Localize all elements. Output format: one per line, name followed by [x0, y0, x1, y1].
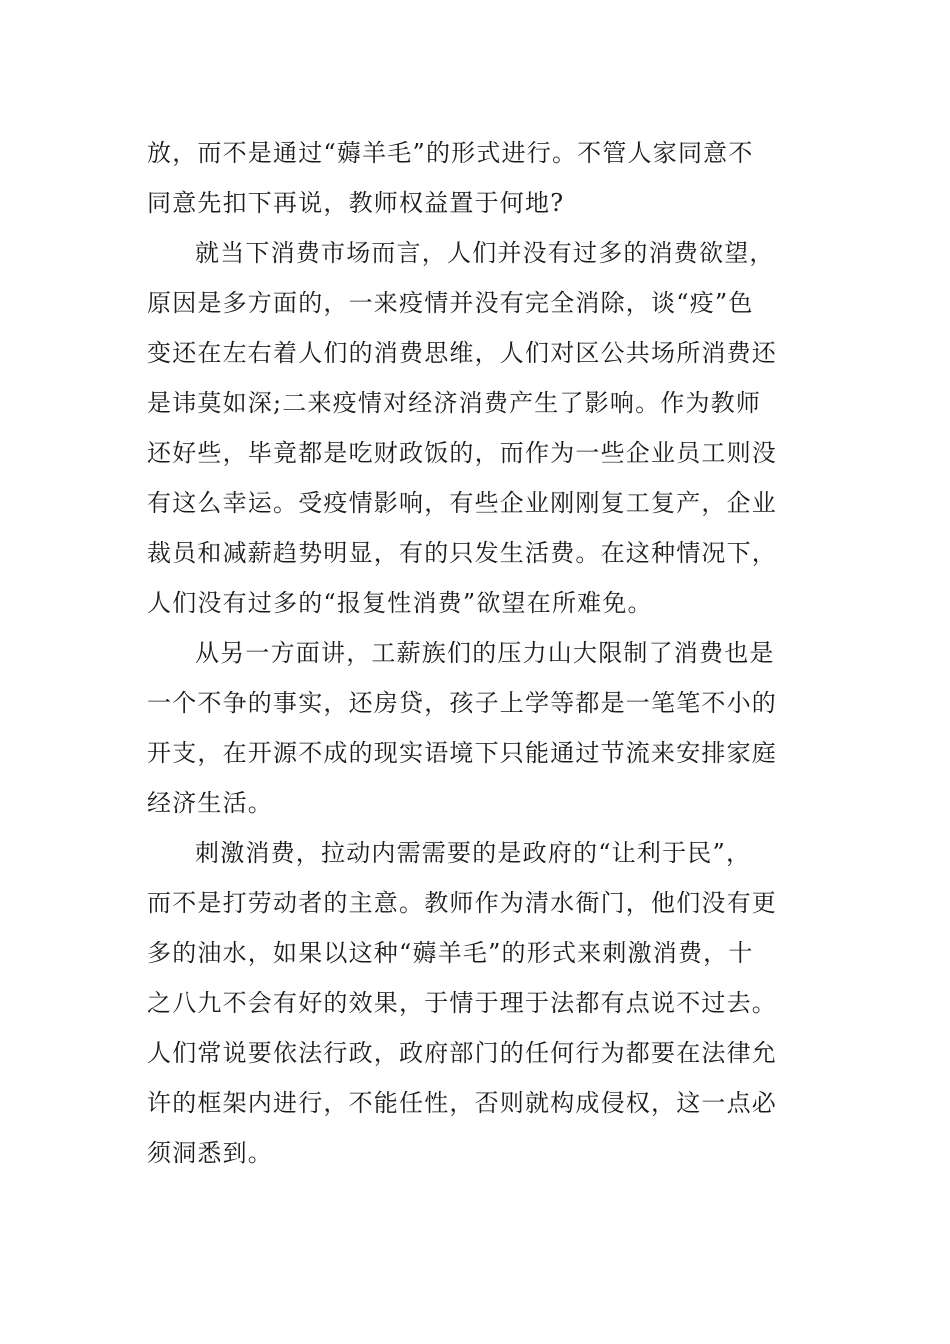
text-line: 而不是打劳动者的主意。教师作为清水衙门，他们没有更 [147, 889, 777, 917]
text-line: 还好些，毕竟都是吃财政饭的，而作为一些企业员工则没 [147, 439, 777, 467]
text-line: 许的框架内进行，不能任性，否则就构成侵权，这一点必 [147, 1089, 777, 1117]
text-line: 变还在左右着人们的消费思维，人们对区公共场所消费还 [147, 339, 777, 367]
text-line: 有这么幸运。受疫情影响，有些企业刚刚复工复产，企业 [147, 489, 777, 517]
text-line: 之八九不会有好的效果，于情于理于法都有点说不过去。 [147, 989, 777, 1017]
text-line: 开支，在开源不成的现实语境下只能通过节流来安排家庭 [147, 739, 777, 767]
text-line: 人们没有过多的“报复性消费”欲望在所难免。 [147, 589, 653, 617]
body-text [147, 128, 787, 1178]
text-line: 须洞悉到。 [147, 1139, 273, 1167]
paragraph-first-line: 就当下消费市场而言，人们并没有过多的消费欲望， [195, 239, 775, 267]
text-line: 人们常说要依法行政，政府部门的任何行为都要在法律允 [147, 1039, 777, 1067]
text-line: 裁员和减薪趋势明显，有的只发生活费。在这种情况下， [147, 539, 777, 567]
text-line: 一个不争的事实，还房贷，孩子上学等都是一笔笔不小的 [147, 689, 777, 717]
text-line: 原因是多方面的，一来疫情并没有完全消除，谈“疫”色 [147, 289, 754, 317]
paragraph-first-line: 从另一方面讲，工薪族们的压力山大限制了消费也是 [195, 639, 775, 667]
text-line: 多的油水，如果以这种“薅羊毛”的形式来刺激消费，十 [147, 939, 754, 967]
text-line: 是讳莫如深;二来疫情对经济消费产生了影响。作为教师 [147, 389, 762, 417]
text-line: 经济生活。 [147, 789, 273, 817]
text-line: 同意先扣下再说，教师权益置于何地? [147, 189, 565, 217]
text-line: 放，而不是通过“薅羊毛”的形式进行。不管人家同意不 [147, 139, 754, 167]
paragraph-first-line: 刺激消费，拉动内需需要的是政府的“让利于民”， [195, 839, 752, 867]
